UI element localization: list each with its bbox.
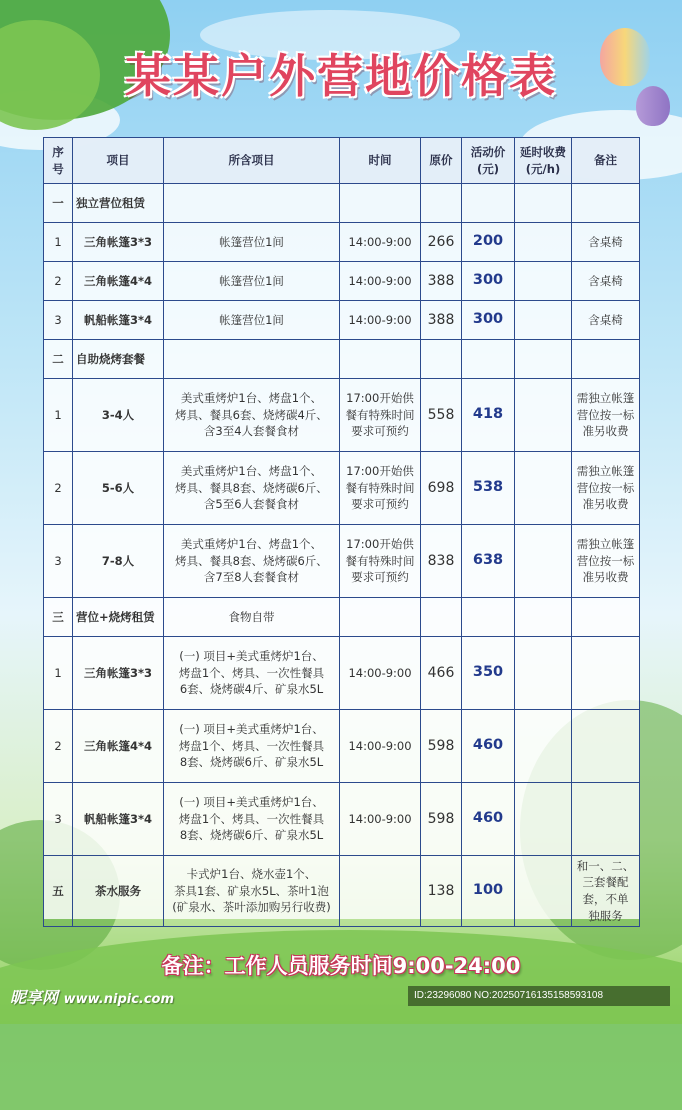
empty-cell bbox=[462, 340, 515, 379]
row-act-price: 460 bbox=[462, 783, 515, 856]
row-item: 三角帐篷3*3 bbox=[73, 223, 164, 262]
row-item: 三角帐篷4*4 bbox=[73, 262, 164, 301]
row-act-price: 200 bbox=[462, 223, 515, 262]
row-includes: (一) 项目+美式重烤炉1台、 烤盘1个、烤具、一次性餐具 8套、烧烤碳6斤、矿泉水5L bbox=[164, 783, 340, 856]
header-act-price: 活动价 (元) bbox=[462, 138, 515, 184]
section-row bbox=[44, 340, 640, 379]
price-table bbox=[43, 137, 640, 927]
row-includes: 帐篷营位1间 bbox=[164, 301, 340, 340]
row-overtime bbox=[515, 637, 572, 710]
row-item: 7-8人 bbox=[73, 525, 164, 598]
row-remark: 含桌椅 bbox=[572, 223, 640, 262]
row-act-price: 418 bbox=[462, 379, 515, 452]
row-time: 14:00-9:00 bbox=[340, 783, 421, 856]
empty-cell bbox=[572, 598, 640, 637]
row-orig-price: 698 bbox=[421, 452, 462, 525]
row-overtime bbox=[515, 452, 572, 525]
watermark-logo: 昵享网 www.nipic.com bbox=[10, 988, 175, 1007]
section-note bbox=[164, 184, 340, 223]
row-time: 14:00-9:00 bbox=[340, 223, 421, 262]
row-item: 茶水服务 bbox=[73, 856, 164, 927]
row-act-price: 300 bbox=[462, 301, 515, 340]
row-no: 2 bbox=[44, 710, 73, 783]
row-includes: (一) 项目+美式重烤炉1台、 烤盘1个、烤具、一次性餐具 8套、烧烤碳6斤、矿泉水5L bbox=[164, 710, 340, 783]
table-header-row bbox=[44, 138, 640, 184]
table-row bbox=[44, 856, 640, 927]
empty-cell bbox=[462, 184, 515, 223]
table-row bbox=[44, 379, 640, 452]
row-overtime bbox=[515, 525, 572, 598]
row-overtime bbox=[515, 301, 572, 340]
row-orig-price: 388 bbox=[421, 301, 462, 340]
header-orig-price: 原价 bbox=[421, 138, 462, 184]
empty-cell bbox=[421, 184, 462, 223]
row-orig-price: 838 bbox=[421, 525, 462, 598]
row-remark: 需独立帐篷 营位按一标 准另收费 bbox=[572, 379, 640, 452]
row-item: 三角帐篷3*3 bbox=[73, 637, 164, 710]
row-overtime bbox=[515, 856, 572, 927]
empty-cell bbox=[572, 184, 640, 223]
row-orig-price: 466 bbox=[421, 637, 462, 710]
section-name: 自助烧烤套餐 bbox=[73, 340, 164, 379]
row-overtime bbox=[515, 262, 572, 301]
row-time: 17:00开始供 餐有特殊时间 要求可预约 bbox=[340, 452, 421, 525]
table-row bbox=[44, 262, 640, 301]
section-name: 营位+烧烤租赁 bbox=[73, 598, 164, 637]
empty-cell bbox=[340, 184, 421, 223]
row-time: 14:00-9:00 bbox=[340, 301, 421, 340]
header-remark: 备注 bbox=[572, 138, 640, 184]
row-overtime bbox=[515, 223, 572, 262]
table-row bbox=[44, 223, 640, 262]
row-time bbox=[340, 856, 421, 927]
row-includes: 帐篷营位1间 bbox=[164, 223, 340, 262]
row-includes: 美式重烤炉1台、烤盘1个、 烤具、餐具6套、烧烤碳4斤、 含3至4人套餐食材 bbox=[164, 379, 340, 452]
row-no: 五 bbox=[44, 856, 73, 927]
section-no: 三 bbox=[44, 598, 73, 637]
row-includes: 美式重烤炉1台、烤盘1个、 烤具、餐具8套、烧烤碳6斤、 含5至6人套餐食材 bbox=[164, 452, 340, 525]
row-orig-price: 598 bbox=[421, 710, 462, 783]
section-name: 独立营位租赁 bbox=[73, 184, 164, 223]
row-remark: 需独立帐篷 营位按一标 准另收费 bbox=[572, 525, 640, 598]
empty-cell bbox=[340, 340, 421, 379]
section-note: 食物自带 bbox=[164, 598, 340, 637]
row-orig-price: 138 bbox=[421, 856, 462, 927]
empty-cell bbox=[462, 598, 515, 637]
header-overtime: 延时收费 (元/h) bbox=[515, 138, 572, 184]
row-orig-price: 558 bbox=[421, 379, 462, 452]
row-overtime bbox=[515, 710, 572, 783]
row-remark bbox=[572, 710, 640, 783]
section-row bbox=[44, 184, 640, 223]
row-no: 2 bbox=[44, 452, 73, 525]
row-time: 17:00开始供 餐有特殊时间 要求可预约 bbox=[340, 379, 421, 452]
row-remark: 需独立帐篷 营位按一标 准另收费 bbox=[572, 452, 640, 525]
row-item: 三角帐篷4*4 bbox=[73, 710, 164, 783]
row-time: 14:00-9:00 bbox=[340, 710, 421, 783]
table-row bbox=[44, 637, 640, 710]
row-item: 帆船帐篷3*4 bbox=[73, 783, 164, 856]
row-remark: 和一、二、 三套餐配 套，不单 独服务 bbox=[572, 856, 640, 927]
empty-cell bbox=[515, 184, 572, 223]
header-includes: 所含项目 bbox=[164, 138, 340, 184]
empty-cell bbox=[515, 598, 572, 637]
section-row bbox=[44, 598, 640, 637]
header-no: 序号 bbox=[44, 138, 73, 184]
row-overtime bbox=[515, 379, 572, 452]
row-remark bbox=[572, 637, 640, 710]
empty-cell bbox=[340, 598, 421, 637]
image-id-bar: ID:23296080 NO:20250716135158593108 bbox=[408, 986, 670, 1006]
row-overtime bbox=[515, 783, 572, 856]
header-item: 项目 bbox=[73, 138, 164, 184]
empty-cell bbox=[421, 340, 462, 379]
row-item: 3-4人 bbox=[73, 379, 164, 452]
row-includes: 美式重烤炉1台、烤盘1个、 烤具、餐具8套、烧烤碳6斤、 含7至8人套餐食材 bbox=[164, 525, 340, 598]
table-row bbox=[44, 301, 640, 340]
page-title: 某某户外营地价格表 bbox=[125, 49, 557, 103]
table-row bbox=[44, 525, 640, 598]
empty-cell bbox=[515, 340, 572, 379]
row-time: 17:00开始供 餐有特殊时间 要求可预约 bbox=[340, 525, 421, 598]
row-no: 2 bbox=[44, 262, 73, 301]
price-table-container bbox=[43, 137, 639, 923]
empty-cell bbox=[421, 598, 462, 637]
row-includes: (一) 项目+美式重烤炉1台、 烤盘1个、烤具、一次性餐具 6套、烧烤碳4斤、矿泉水5L bbox=[164, 637, 340, 710]
section-no: 一 bbox=[44, 184, 73, 223]
row-no: 3 bbox=[44, 783, 73, 856]
row-act-price: 538 bbox=[462, 452, 515, 525]
row-orig-price: 598 bbox=[421, 783, 462, 856]
row-includes: 卡式炉1台、烧水壶1个、 茶具1套、矿泉水5L、茶叶1泡 (矿泉水、茶叶添加购另行收费) bbox=[164, 856, 340, 927]
row-no: 1 bbox=[44, 637, 73, 710]
header-time: 时间 bbox=[340, 138, 421, 184]
empty-cell bbox=[572, 340, 640, 379]
row-item: 5-6人 bbox=[73, 452, 164, 525]
row-act-price: 638 bbox=[462, 525, 515, 598]
row-no: 1 bbox=[44, 223, 73, 262]
row-remark: 含桌椅 bbox=[572, 301, 640, 340]
row-time: 14:00-9:00 bbox=[340, 637, 421, 710]
row-orig-price: 266 bbox=[421, 223, 462, 262]
section-note bbox=[164, 340, 340, 379]
row-remark bbox=[572, 783, 640, 856]
table-row bbox=[44, 710, 640, 783]
row-act-price: 350 bbox=[462, 637, 515, 710]
row-remark: 含桌椅 bbox=[572, 262, 640, 301]
row-no: 1 bbox=[44, 379, 73, 452]
row-time: 14:00-9:00 bbox=[340, 262, 421, 301]
row-no: 3 bbox=[44, 525, 73, 598]
row-item: 帆船帐篷3*4 bbox=[73, 301, 164, 340]
row-act-price: 300 bbox=[462, 262, 515, 301]
row-act-price: 460 bbox=[462, 710, 515, 783]
row-includes: 帐篷营位1间 bbox=[164, 262, 340, 301]
row-orig-price: 388 bbox=[421, 262, 462, 301]
row-act-price: 100 bbox=[462, 856, 515, 927]
service-hours-note: 备注：工作人员服务时间9:00-24:00 bbox=[161, 954, 521, 978]
section-no: 二 bbox=[44, 340, 73, 379]
table-row bbox=[44, 452, 640, 525]
row-no: 3 bbox=[44, 301, 73, 340]
table-row bbox=[44, 783, 640, 856]
